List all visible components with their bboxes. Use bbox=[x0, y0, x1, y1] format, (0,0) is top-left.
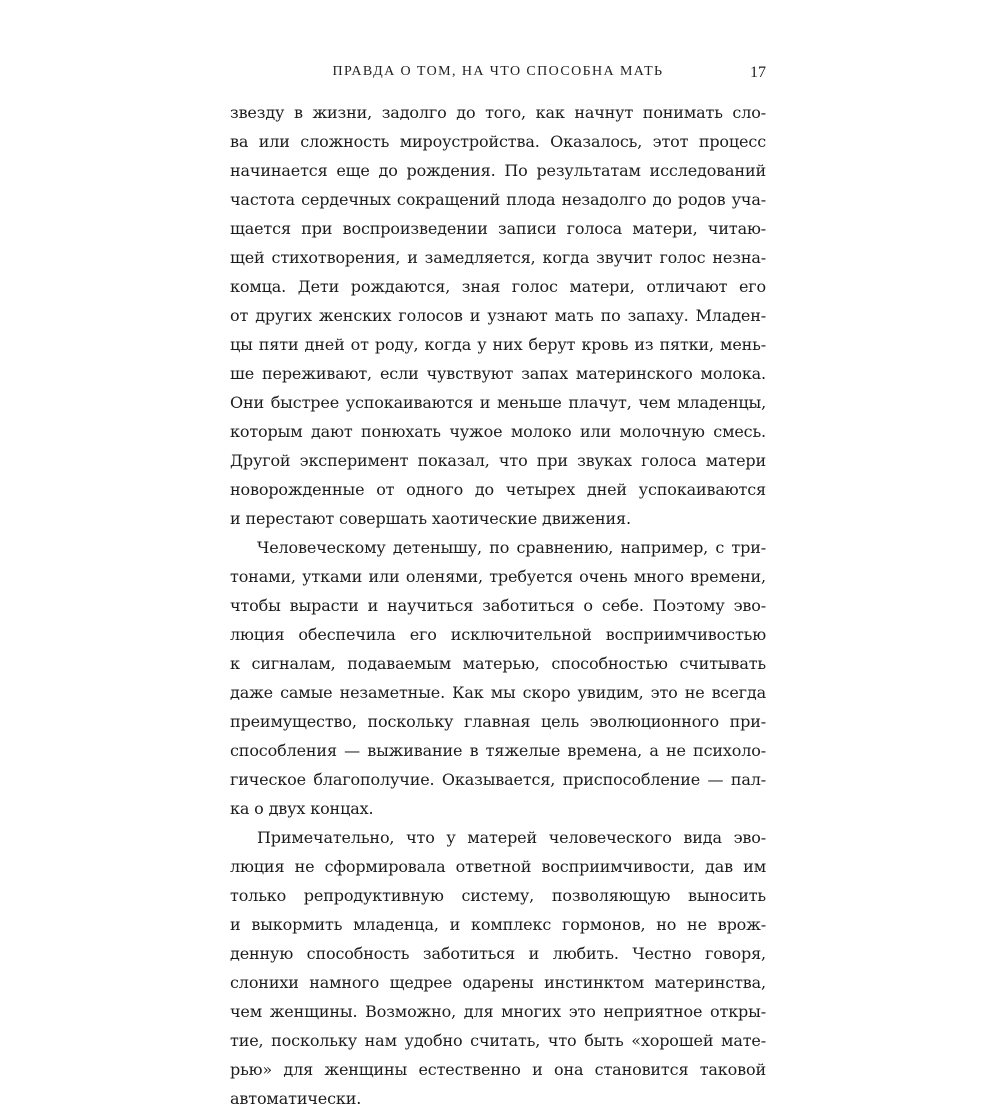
text-line: ка о двух концах. bbox=[230, 799, 374, 818]
text-line: щается при воспроизведении записи голоса матери, читаю- bbox=[230, 219, 766, 238]
text-line: звезду в жизни, задолго до того, как начнут понимать сло- bbox=[230, 103, 766, 122]
text-line: люция не сформировала ответной восприимчивости, дав им bbox=[230, 857, 766, 876]
text-line: новорожденные от одного до четырех дней успокаиваются bbox=[230, 480, 766, 499]
text-line: Они быстрее успокаиваются и меньше плачут, чем младенцы, bbox=[230, 393, 766, 412]
text-line: к сигналам, подаваемым матерью, способностью считывать bbox=[230, 654, 766, 673]
body-text bbox=[230, 98, 766, 1113]
text-line: ше переживают, если чувствуют запах материнского молока. bbox=[230, 364, 766, 383]
text-line: чем женщины. Возможно, для многих это неприятное откры- bbox=[230, 1002, 766, 1021]
text-line: начинается еще до рождения. По результатам исследований bbox=[230, 161, 766, 180]
text-line: и перестают совершать хаотические движения. bbox=[230, 509, 631, 528]
text-line: комца. Дети рождаются, зная голос матери, отличают его bbox=[230, 277, 766, 296]
text-line: денную способность заботиться и любить. Честно говоря, bbox=[230, 944, 766, 963]
running-title: ПРАВДА О ТОМ, НА ЧТО СПОСОБНА МАТЬ bbox=[332, 64, 664, 79]
text-line: люция обеспечила его исключительной восприимчивостью bbox=[230, 625, 766, 644]
page-number: 17 bbox=[750, 64, 766, 81]
text-line: от других женских голосов и узнают мать по запаху. Младен- bbox=[230, 306, 766, 325]
text-line: способления — выживание в тяжелые времена, а не психоло- bbox=[230, 741, 766, 760]
text-line: ва или сложность мироустройства. Оказалось, этот процесс bbox=[230, 132, 766, 151]
text-line: Примечательно, что у матерей человеческого вида эво- bbox=[257, 828, 766, 847]
text-line: тонами, утками или оленями, требуется очень много времени, bbox=[230, 567, 766, 586]
text-line: чтобы вырасти и научиться заботиться о себе. Поэтому эво- bbox=[230, 596, 766, 615]
text-line: даже самые незаметные. Как мы скоро увидим, это не всегда bbox=[230, 683, 766, 702]
running-head bbox=[230, 64, 766, 88]
text-line: автоматически. bbox=[230, 1089, 362, 1108]
text-line: преимущество, поскольку главная цель эволюционного при- bbox=[230, 712, 766, 731]
text-line: частота сердечных сокращений плода незадолго до родов уча- bbox=[230, 190, 766, 209]
text-line: слонихи намного щедрее одарены инстинктом материнства, bbox=[230, 973, 766, 992]
text-line: рью» для женщины естественно и она становится таковой bbox=[230, 1060, 766, 1079]
text-line: гическое благополучие. Оказывается, приспособление — пал- bbox=[230, 770, 766, 789]
text-line: цы пяти дней от роду, когда у них берут кровь из пятки, мень- bbox=[230, 335, 766, 354]
text-line: тие, поскольку нам удобно считать, что быть «хорошей мате- bbox=[230, 1031, 766, 1050]
text-line: Другой эксперимент показал, что при звуках голоса матери bbox=[230, 451, 766, 470]
text-line: только репродуктивную систему, позволяющую выносить bbox=[230, 886, 766, 905]
text-line: и выкормить младенца, и комплекс гормонов, но не врож- bbox=[230, 915, 766, 934]
text-line: Человеческому детенышу, по сравнению, например, с три- bbox=[257, 538, 766, 557]
text-line: которым дают понюхать чужое молоко или молочную смесь. bbox=[230, 422, 766, 441]
text-line: щей стихотворения, и замедляется, когда звучит голос незна- bbox=[230, 248, 766, 267]
